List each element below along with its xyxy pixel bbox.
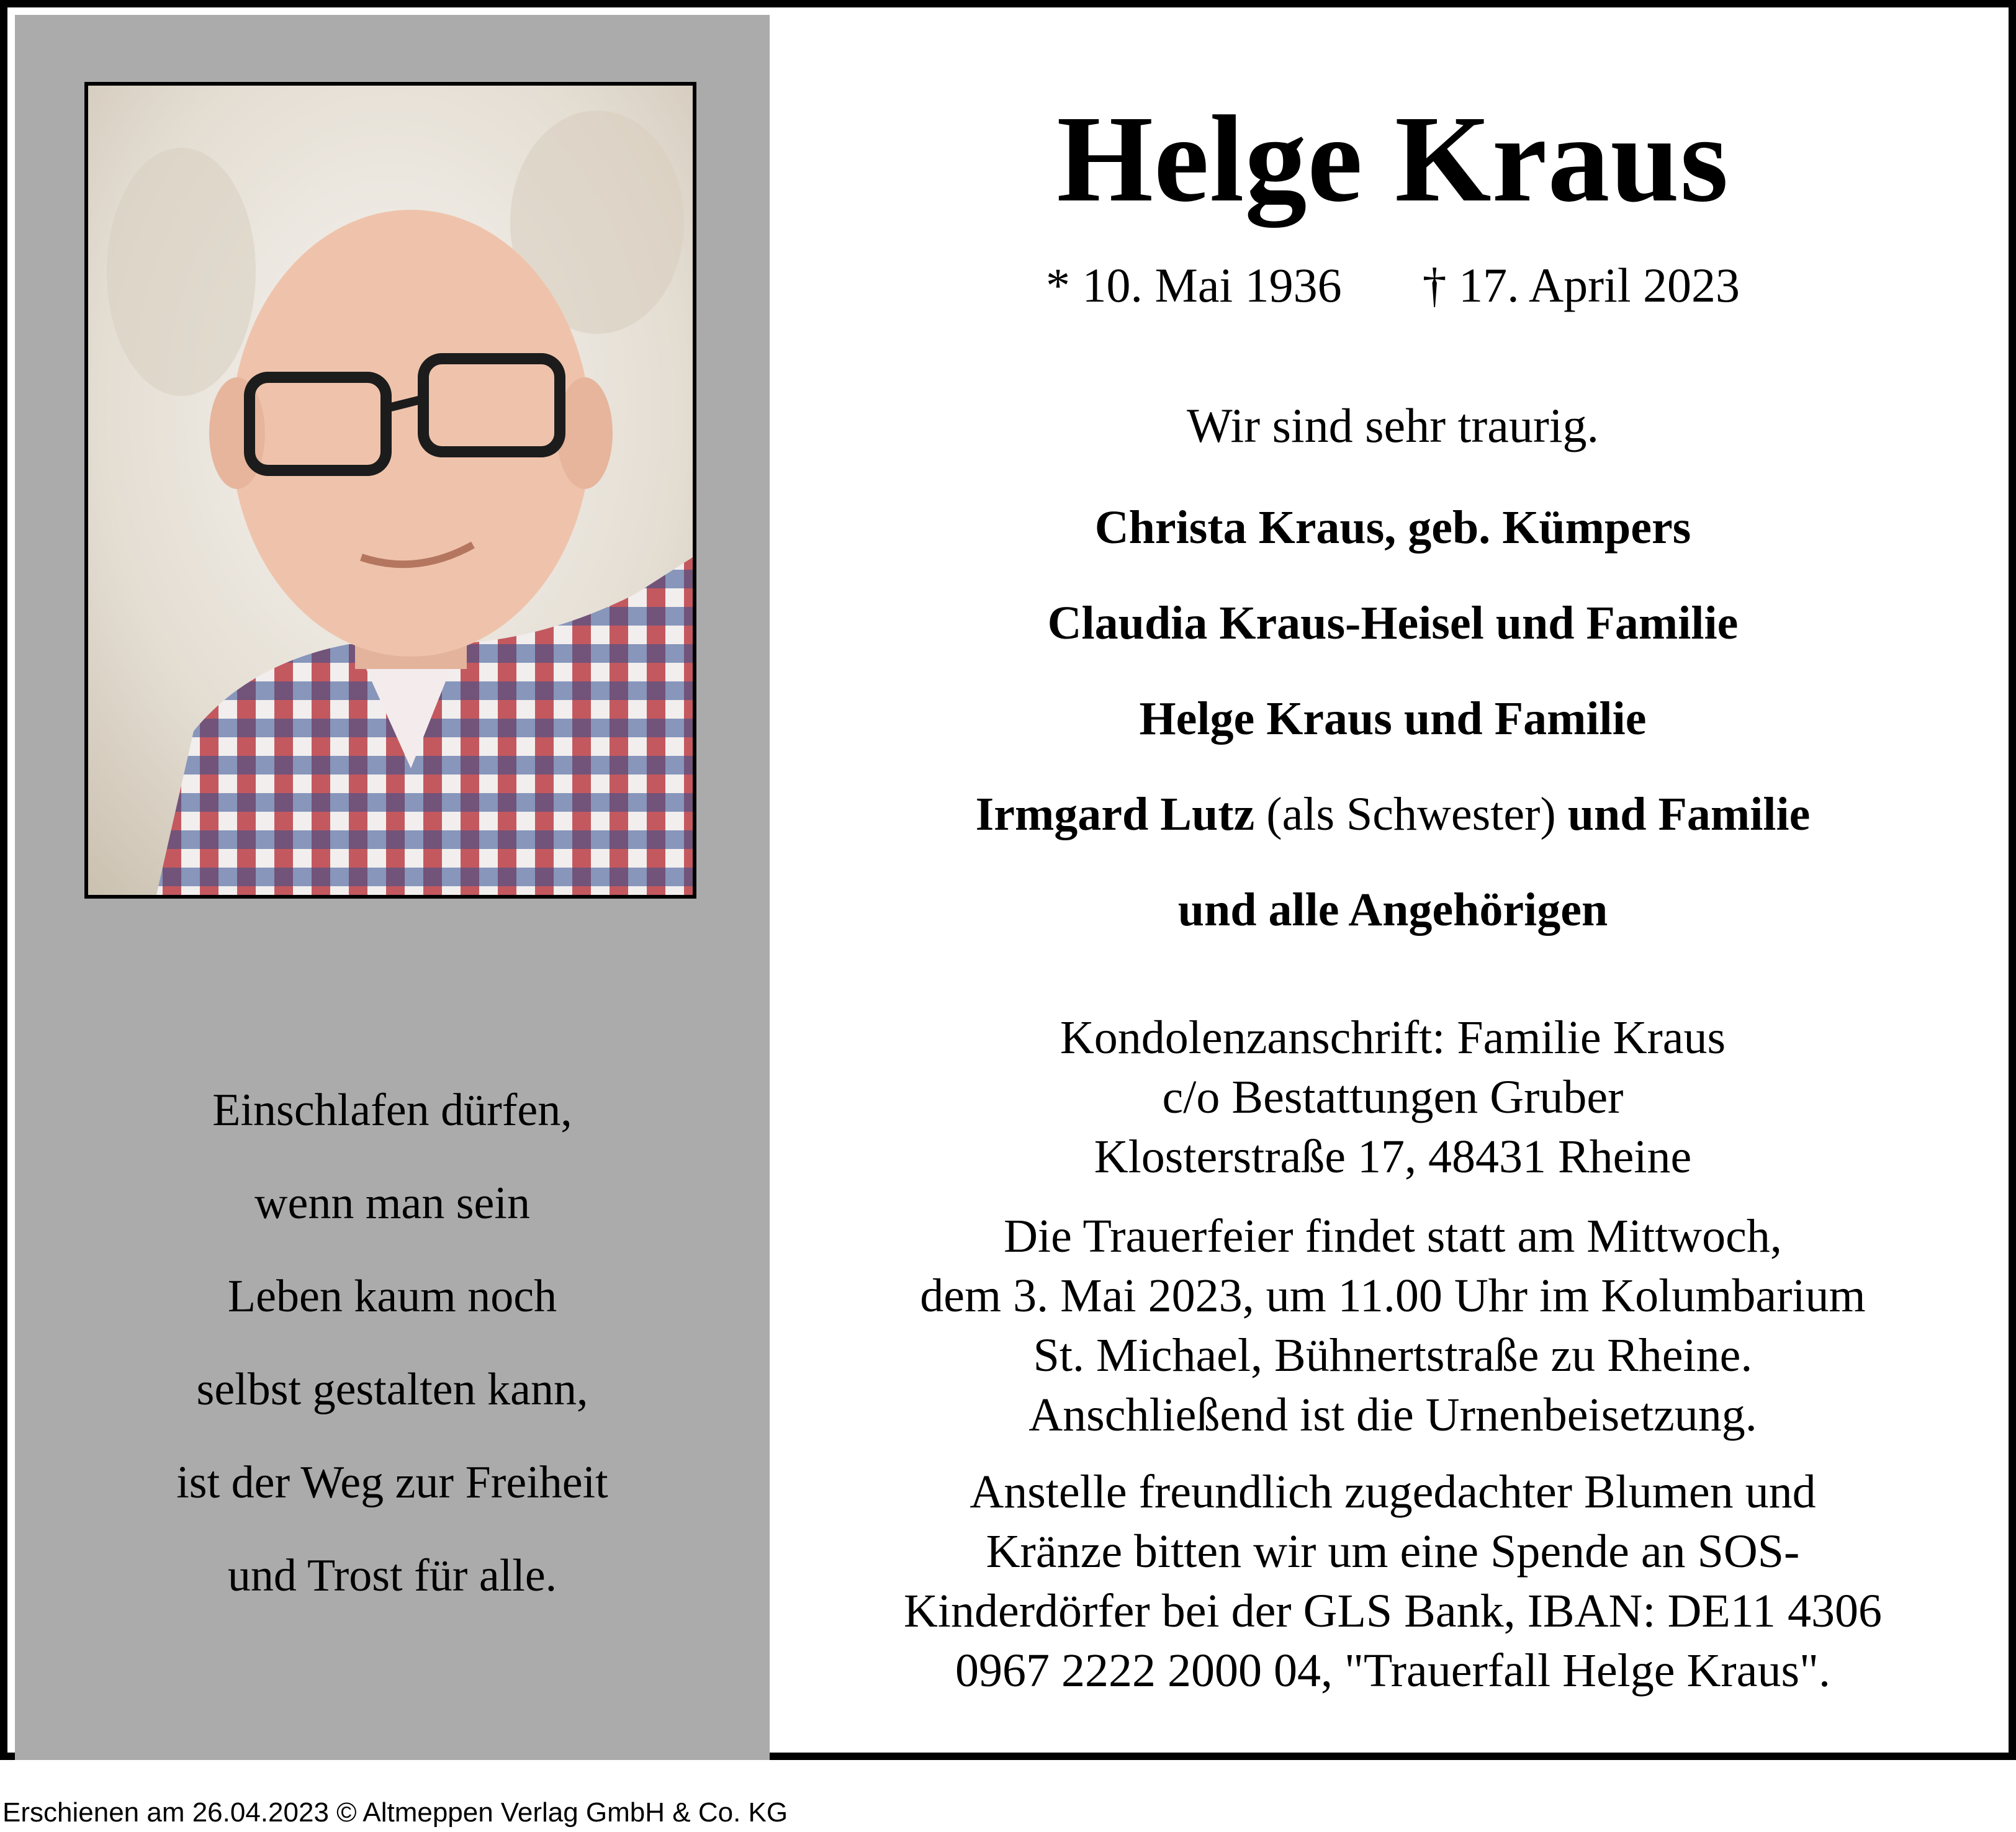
mourner-irmgard-name: Irmgard Lutz [975,788,1255,840]
donation-line: Kränze bitten wir um eine Spende an SOS- [986,1525,1800,1578]
intro-line: Wir sind sehr traurig. [1186,398,1600,452]
ceremony-line: St. Michael, Bühnertstraße zu Rheine. [1033,1329,1753,1381]
mourner: Helge Kraus und Familie [1139,693,1647,745]
mourners-list [770,496,2016,974]
donation-line: Anstelle freundlich zugedachter Blumen und [970,1466,1816,1518]
condolence-line: c/o Bestattungen Gruber [1162,1071,1624,1123]
left-panel [15,15,770,1760]
verse-line: wenn man sein [254,1178,530,1229]
condolence-line: Klosterstraße 17, 48431 Rheine [1094,1131,1692,1183]
death-date: † 17. April 2023 [1422,258,1740,312]
portrait-photo [84,82,696,899]
mourner-irmgard [770,783,2016,879]
ceremony-line: dem 3. Mai 2023, um 11.00 Uhr im Kolumbarium [920,1270,1866,1322]
donation-info [770,1462,2016,1700]
mourner-irmgard-suffix: und Familie [1567,788,1811,840]
ceremony-line: Anschließend ist die Urnenbeisetzung. [1028,1389,1757,1441]
mourner: Christa Kraus, geb. Kümpers [1094,501,1691,554]
mourner-all: und alle Angehörigen [1177,884,1608,936]
verse-line: ist der Weg zur Freiheit [176,1457,608,1508]
mourner-irmgard-relation: (als Schwester) [1266,788,1556,840]
verse-line: selbst gestalten kann, [196,1364,588,1415]
life-dates [770,254,2016,317]
condolence-line: Kondolenzanschrift: Familie Kraus [1060,1012,1726,1064]
donation-line: Kinderdörfer bei der GLS Bank, IBAN: DE11 4306 [904,1585,1882,1637]
verse-line: und Trost für alle. [227,1550,557,1601]
verse [15,1064,770,1622]
ceremony-info [770,1206,2016,1445]
publication-footer: Erschienen am 26.04.2023 © Altmeppen Verlag GmbH & Co. KG [2,1797,788,1828]
deceased-name: Helge Kraus [1056,91,1729,228]
verse-line: Einschlafen dürfen, [212,1085,572,1136]
mourner: Claudia Kraus-Heisel und Familie [1047,597,1739,649]
notice-text [770,15,2016,1760]
ceremony-line: Die Trauerfeier findet statt am Mittwoch, [1004,1210,1782,1262]
condolence-address [770,1008,2016,1187]
donation-line: 0967 2222 2000 04, "Trauerfall Helge Kraus". [955,1645,1831,1697]
birth-date: * 10. Mai 1936 [1046,258,1342,312]
portrait-photo-icon [88,86,693,895]
verse-line: Leben kaum noch [227,1271,557,1322]
